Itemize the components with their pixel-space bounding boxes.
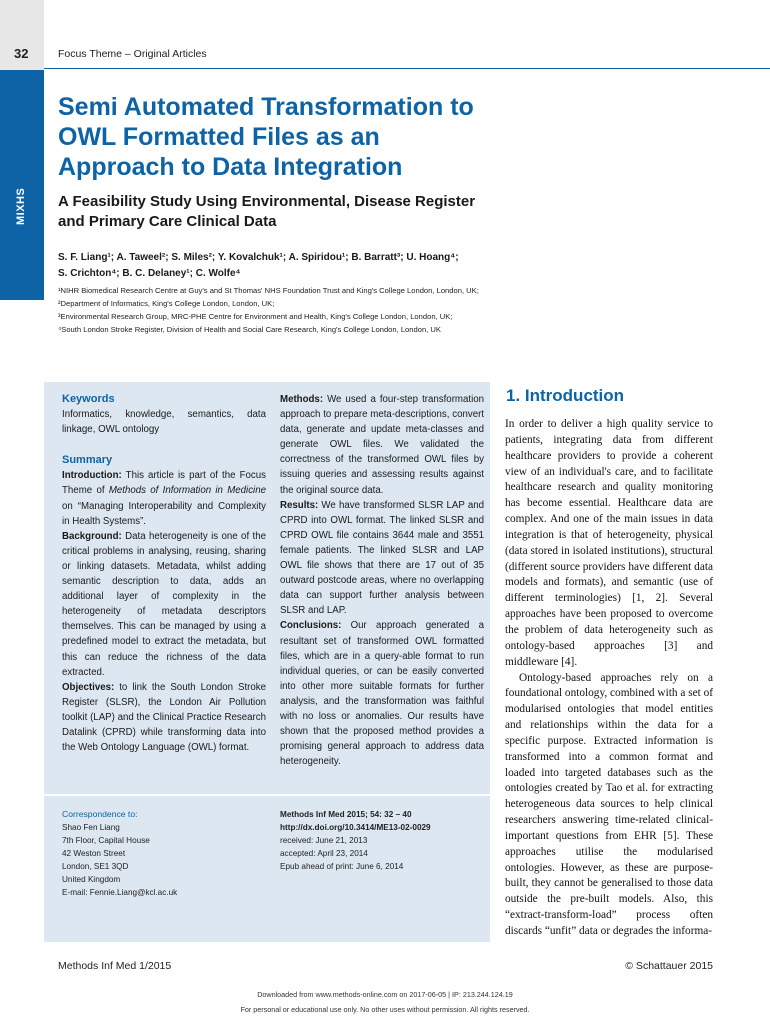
background-label: Background:: [62, 530, 122, 542]
affiliations: [58, 284, 498, 336]
intro-text-a: This article is part of the Focus Theme of: [62, 470, 266, 497]
summary-conclusions: [280, 618, 484, 769]
intro-text-b: on “Managing Interoperability and Complexity in Health Systems”.: [62, 500, 266, 527]
affiliation-3: ³Environmental Research Group, MRC-PHE Centre for Environment and Health, King's College London, London, UK;: [58, 312, 453, 321]
journal-reference: Methods Inf Med 2015; 54: 32 – 40: [280, 810, 412, 819]
accepted-date: accepted: April 23, 2014: [280, 849, 368, 858]
methods-text: We used a four-step transformation approach to prepare meta-descriptions, convert data, generate and update meta-classes and generate OWL files. We validated the correctness of the transformed OWL files by issuing queries and assessing results against the original source data.: [280, 394, 484, 496]
authors-line-1: S. F. Liang¹; A. Taweel²; S. Miles²; Y. Kovalchuk¹; A. Spiridou¹; B. Barratt³; U. Hoang⁴;: [58, 252, 459, 263]
author-list: [58, 250, 498, 282]
authors-line-2: S. Crichton⁴; B. C. Delaney¹; C. Wolfe⁴: [58, 268, 241, 279]
doi-link[interactable]: http://dx.doi.org/10.3414/ME13-02-0029: [280, 823, 431, 832]
summary-heading: Summary: [62, 454, 113, 467]
article-subtitle: A Feasibility Study Using Environmental, Disease Register and Primary Care Clinical Data: [58, 193, 476, 230]
introduction-body: [505, 417, 713, 940]
abstract-column-left: [62, 392, 266, 755]
background-text: Data heterogeneity is one of the critical problems in analysing, reusing, sharing or linking datasets. Metadata, whilst adding semantic description to data, adds an additional layer of complexity in the heterogeneity of metadata descriptors themselves. This can be managed by using a predefined model to extract the metadata, but this can reduce the richness of the data extracted.: [62, 530, 266, 678]
article-title: Semi Automated Transformation to OWL Formatted Files as an Approach to Data Integration: [58, 93, 474, 181]
introduction-heading: 1. Introduction: [506, 386, 625, 405]
results-text: We have transformed SLSR LAP and CPRD into OWL format. The linked SLSR and CPRD OWL file contains 3644 male and 3551 female patients. The linked SLSR and LAP OWL file shows that there are 17 out of 35 outward postcode areas, where no overlapping data can support further analysis between SLSR and LAP.: [280, 499, 484, 617]
footer-copyright: © Schattauer 2015: [625, 960, 713, 972]
introduction-paragraph-2: Ontology-based approaches rely on a foundational ontology, combined with a set of modularised ontologies that model entities and relationships within the data for a specific purpose. Extracted information is transformed into a common format and loaded into targeted databases such as the ontologies created by Tao et al. for extracting heterogeneous data sources to help clinical researchers answering time-related clinical-important questions from EHR [5]. These approaches utilise the modularised ontologies. However, as these are purpose-built, they cannot be generalised to those data outside the pre-built models. Also, this “extract-transform-load” process often discards “unfit” data or degrades the informa-: [505, 671, 713, 937]
introduction-paragraph-1: In order to deliver a high quality service to patients, integrating data from different healthcare providers to provide a coherent view of an individual's care, and to facilitate healthcare research and quality monitoring has become essential. Healthcare data are complex. And one of the main issues in data integration is that of heterogeneity, physical (data stored in isolated institutions), structural (different source providers have different data models and formats), and semantic (use of different terminologies) [1, 2]. Several approaches have been proposed to overcome the problem of data heterogeneity such as ontology-based approaches [3] and middleware [4].: [505, 418, 713, 668]
running-head: Focus Theme – Original Articles: [58, 48, 207, 60]
keywords-heading: Keywords: [62, 393, 115, 405]
conclusions-label: Conclusions:: [280, 620, 342, 632]
keywords-text: Informatics, knowledge, semantics, data linkage, OWL ontology: [62, 409, 266, 436]
summary-objectives: [62, 680, 266, 755]
correspondence: [62, 808, 266, 899]
summary-results: [280, 498, 484, 619]
page-number: 32: [14, 46, 29, 61]
objectives-label: Objectives:: [62, 681, 115, 693]
affiliation-1: ¹NIHR Biomedical Research Centre at Guy's and St Thomas' NHS Foundation Trust and King's College London, London, UK;: [58, 286, 479, 295]
methods-label: Methods:: [280, 394, 324, 405]
correspondence-line: Shao Fen Liang: [62, 823, 120, 832]
correspondence-line: 42 Weston Street: [62, 849, 126, 858]
download-notice: Downloaded from www.methods-online.com on 2017-06-05 | IP: 213.244.124.19: [257, 990, 513, 999]
conclusions-text: Our approach generated a resultant set of transformed OWL formatted files, which are in a query-able format to run individual queries, or can be easily converted into other more suitable formats for further analysis, and the transformation was faithful with no loss or anomalies. Our results have shown that the proposed method provides a promising general approach to address data heterogeneity.: [280, 620, 484, 768]
correspondence-email[interactable]: E-mail: Fennie.Liang@kcl.ac.uk: [62, 888, 178, 897]
correspondence-line: United Kingdom: [62, 875, 121, 884]
correspondence-heading: Correspondence to:: [62, 809, 138, 819]
affiliation-4: ⁴South London Stroke Register, Division of Health and Social Care Research, King's College London, London, UK: [58, 325, 441, 334]
summary-background: [62, 529, 266, 680]
summary-methods: [280, 392, 484, 498]
correspondence-line: London, SE1 3QD: [62, 862, 129, 871]
abstract-column-right: [280, 392, 484, 769]
summary-introduction: [62, 468, 266, 528]
objectives-text: to link the South London Stroke Register (SLSR), the London Air Pollution toolkit (LAP) and the Clinical Practice Research Datalink (CPRD) while transforming data into the Web Ontology Language (OWL) format.: [62, 681, 266, 754]
correspondence-line: 7th Floor, Capital House: [62, 836, 150, 845]
side-label: MIXHS: [15, 187, 27, 225]
intro-journal: Methods of Information in Medicine: [108, 485, 266, 497]
header-rule: [44, 68, 770, 69]
citation-info: [280, 808, 484, 873]
affiliation-2: ²Department of Informatics, King's College London, London, UK;: [58, 299, 275, 308]
received-date: received: June 21, 2013: [280, 836, 368, 845]
epub-date: Epub ahead of print: June 6, 2014: [280, 862, 404, 871]
results-label: Results:: [280, 499, 319, 511]
footer-journal-issue: Methods Inf Med 1/2015: [58, 960, 172, 972]
usage-notice: For personal or educational use only. No other uses without permission. All rights reserved.: [240, 1005, 530, 1014]
intro-label: Introduction:: [62, 470, 122, 482]
